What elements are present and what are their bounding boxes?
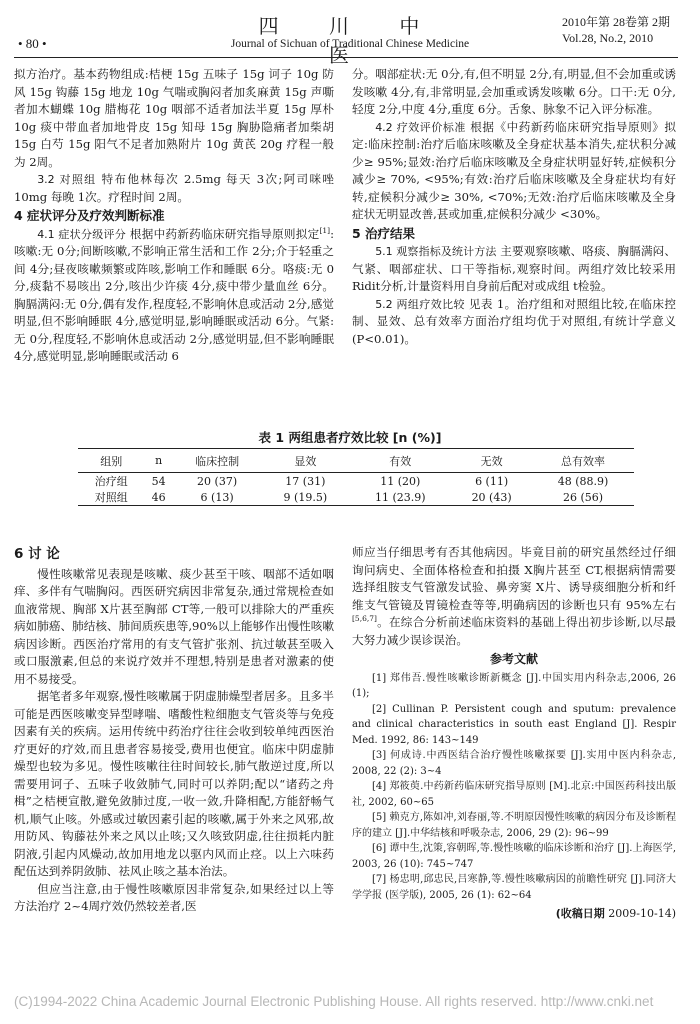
right-column-bottom (352, 544, 676, 923)
col-header: 显效 (294, 454, 317, 468)
reference-item: [1] 郑伟吾.慢性咳嗽诊断新概念 [J].中国实用内科杂志,2006, 26 (1); (352, 672, 676, 699)
paragraph-text: 见表 1。治疗组和对照组比较,在临床控制、显效、总有效率方面治疗组均优于对照组,有统计学意义 (P<0.01)。 (352, 296, 676, 346)
subsection-label: 3.2 对照组 (37, 173, 97, 186)
col-header: 临床控制 (195, 454, 240, 468)
col-header: 无效 (480, 454, 503, 468)
reference-item: [4] 郑筱萸.中药新药临床研究指导原则 [M].北京:中国医药科技出版社, 2002, 60~65 (352, 781, 676, 808)
left-column-top (14, 66, 334, 366)
table-title: 表 1 两组患者疗效比较 [n (%)] (258, 430, 442, 445)
reference-item: [3] 何成诗.中西医结合治疗慢性咳嗽探要 [J].实用中医内科杂志, 2008, 22 (2): 3~4 (352, 750, 676, 777)
subsection-label: 4.2 疗效评价标准 (375, 120, 466, 134)
paragraph-control-group (14, 171, 334, 206)
received-value: 2009-10-14) (604, 907, 676, 920)
section-heading-5: 5 治疗结果 (352, 225, 416, 241)
table-header-row (78, 449, 634, 473)
journal-title: 四 川 中 医 (258, 14, 442, 67)
table-cell: 20 (43) (471, 490, 512, 504)
paragraph-text: 特布他林每次 2.5mg 每天 3次;阿司咪唑 10mg 每晚 1次。疗程时间 2周。 (14, 172, 334, 204)
paragraph-formula: 拟方治疗。基本药物组成:桔梗 15g 五味子 15g 诃子 10g 防风 15g 钩藤 15g 地龙 10g 气喘或胸闷者加炙麻黄 15g 声嘶者加木蝴蝶 10g 腊梅花 10g 咽部不适者加法半夏 15g 厚朴 10g 痰中带血者加地骨皮 15g 知母 15g 胸胁隐痛者加柴胡 15g 白芍 15g 阳气不足者加熟附片 10g 黄芪 20g 疗程一般为 2周。 (14, 67, 334, 169)
paragraph-comparison (352, 296, 676, 349)
col-header: 总有效率 (561, 454, 605, 468)
table-cell: 26 (56) (562, 490, 604, 504)
page-number: • 80 • (18, 36, 47, 51)
table-cell: 6 (13) (200, 490, 234, 504)
paragraph-discussion-3: 但应当注意,由于慢性咳嗽原因非常复杂,如果经过以上等方法治疗 2~4周疗效仍然较差者,医 (14, 881, 334, 913)
subsection-label: 4.1 症状分级评分 (37, 227, 126, 241)
table-cell: 9 (19.5) (283, 490, 328, 504)
received-date (352, 905, 676, 923)
references-title: 参考文献 (489, 652, 538, 666)
paragraph-symptoms: 分。咽部症状:无 0分,有,但不明显 2分,有,明显,但不会加重或诱发咳嗽 4分,有,非常明显,会加重或诱发咳嗽 6分。口干:无 0分,轻度 2分,中度 4分,重度 6分。舌象、脉象不记入评分标准。 (352, 67, 676, 116)
paragraph-text: 根据《中药新药临床研究指导原则》拟定:临床控制:治疗后临床咳嗽及全身症状基本消失,症状积分减少≥ 95%;显效:治疗后临床咳嗽及全身症状明显好转,症候积分减少≥ 70%, <95%;有效:治疗后临床咳嗽及全身症状均有好转,症候积分减少≥ 30%, <70%;无效:治疗后临床咳嗽及全身症状无明显改善,甚或加重,症候积分减少 <30%。 (352, 119, 676, 221)
table-cell: 对照组 (94, 491, 128, 504)
paragraph-discussion-2: 据笔者多年观察,慢性咳嗽属于阴虚肺燥型者居多。且多半可能是西医咳嗽变异型哮喘、嗜酸性粒细胞支气管炎等与免疫因素有关的疾病。运用传统中药治疗往往会收到较单纯西医治疗更好的疗效,而且患者容易接受,费用也便宜。临床中阴虚肺燥型也较为多见。慢性咳嗽往往时间较长,肺气散逆过度,所以需要用诃子、五味子收敛肺气,同时可以养阴;配以“诸药之舟楫”之桔梗宣散,避免敛肺过度,一收一敛,升降相配,方能舒畅气机,顺气止咳。外感或过敏因素引起的咳嗽,属于外来之风邪,故用防风、钩藤祛外来之风以止咳;又久咳致阴虚,往往损耗内脏阴液,引起内风燥动,故加用地龙以驱内风而止痉。以上六味药配伍达到养阴敛肺、祛风止咳之基本治法。 (14, 689, 334, 878)
section-heading-4: 4 症状评分及疗效判断标准 (14, 208, 165, 223)
subsection-label: 5.2 两组疗效比较 (375, 297, 465, 311)
subsection-label: 5.1 观察指标及统计方法 (375, 245, 497, 258)
paragraph-efficacy-criteria (352, 119, 676, 224)
paragraph-discussion-cont (352, 544, 676, 649)
results-table (78, 448, 634, 506)
table-cell: 46 (151, 490, 166, 504)
table-cell: 20 (37) (197, 474, 238, 488)
col-header: 有效 (389, 454, 412, 468)
table-cell: 48 (88.9) (557, 474, 609, 488)
reference-item: [6] 谭中生,沈策,容朝晖,等.慢性咳嗽的临床诊断和治疗 [J].上海医学, 2003, 26 (10): 745~747 (352, 843, 676, 870)
col-header: 组别 (100, 454, 123, 468)
issue-info (562, 14, 670, 46)
table-cell: 治疗组 (94, 475, 128, 488)
paragraph-text: 主要观察咳嗽、咯痰、胸膈满闷、气紧、咽部症状、口干等指标,观察时间。两组疗效比较采用 Ridit分析,计量资料用自身前后配对或成组 t检验。 (352, 244, 676, 293)
citation: [5,6,7] (352, 614, 377, 624)
table-cell: 11 (23.9) (374, 490, 426, 504)
paragraph-text: :咳嗽:无 0分;间断咳嗽,不影响正常生活和工作 2分;介于轻重之间 4分;昼夜咳嗽频繁或阵咳,影响工作和睡眠 6分。咯痰:无 0分,痰黏不易咳出 2分,咳出少许痰 4分,痰中带少量血丝 6分。胸膈满闷:无 0分,偶有发作,程度轻,不影响休息或活动 2分,感觉明显,但不影响睡眠 4分,感觉明显,影响睡眠或活动 6分。气紧:无 0分,程度轻,不影响休息或活动 2分,感觉明显,但不影响睡眠 4分,感觉明显,影响睡眠或活动 6 (14, 226, 335, 363)
reference-item: [7] 杨忠明,邱忠民,吕寒静,等.慢性咳嗽病因的前瞻性研究 [J].同济大学学报 (医学版), 2005, 26 (1): 62~64 (352, 874, 676, 901)
table-cell: 17 (31) (285, 474, 326, 488)
col-header: n (155, 454, 163, 467)
received-label: (收稿日期 (555, 907, 605, 920)
paragraph-discussion-1: 慢性咳嗽常见表现是咳嗽、痰少甚至干咳、咽部不适如咽痒、多伴有气喘胸闷。西医研究病因非常复杂,通过常规检查如血液常规、胸部 X片甚至胸部 CT等,一般可以排除大的严重疾病如肺癌、肺结核、肺间质疾患等,90%以上能够作出慢性咳嗽病因诊断。西医治疗常用的有支气管扩张剂、抗过敏甚至吸入或口服激素,但总的来说疗效并不理想,特别是患者对激素的使用不易接受。 (14, 566, 334, 686)
section-heading-6: 6 讨 论 (14, 546, 60, 562)
table-row (78, 473, 634, 490)
issue-line: 2010年第 28卷第 2期 (561, 15, 670, 29)
paragraph-scoring (14, 226, 334, 366)
table-row (78, 489, 634, 506)
citation: [1] (319, 225, 331, 235)
table-cell: 11 (20) (380, 474, 421, 488)
table-cell: 54 (151, 474, 166, 488)
paragraph-text: 根据中药新药临床研究指导原则拟定 (125, 226, 320, 241)
paragraph-text: 师应当仔细思考有否其他病因。毕竟目前的研究虽然经过仔细询问病史、全面体格检查和拍摄 X胸片甚至 CT,根据病情需要选择组胺支气管激发试验、鼻旁窦 X片、诱导痰细胞分析和纤维支气管镜及胃镜检查等等,明确病因的诊断也只有 95%左右 (352, 545, 676, 612)
left-column-bottom (14, 544, 334, 916)
header-rule (14, 57, 678, 58)
paragraph-methods (352, 243, 676, 296)
journal-subtitle: Journal of Sichuan of Traditional Chinese Medicine (230, 38, 470, 50)
reference-item: [5] 赖克方,陈如冲,刘春丽,等.不明原因慢性咳嗽的病因分布及诊断程序的建立 [J].中华结核和呼吸杂志, 2006, 29 (2): 96~99 (352, 812, 676, 839)
paragraph-text: 。在综合分析前述临床资料的基础上得出初步诊断,以尽最大努力减少误诊误治。 (352, 615, 676, 647)
table-cell: 6 (11) (475, 474, 509, 488)
volume-line: Vol.28, No.2, 2010 (561, 31, 654, 45)
copyright-watermark: (C)1994-2022 China Academic Journal Electronic Publishing House. All rights reserved. http://www.cnki.net (14, 994, 654, 1009)
reference-item: [2] Cullinan P. Persistent cough and sputum: prevalence and clinical characteristics in south east England [J]. Respir Med. 1992, 86: 143~149 (352, 703, 676, 746)
right-column-top (352, 66, 676, 348)
references-list (352, 671, 676, 904)
